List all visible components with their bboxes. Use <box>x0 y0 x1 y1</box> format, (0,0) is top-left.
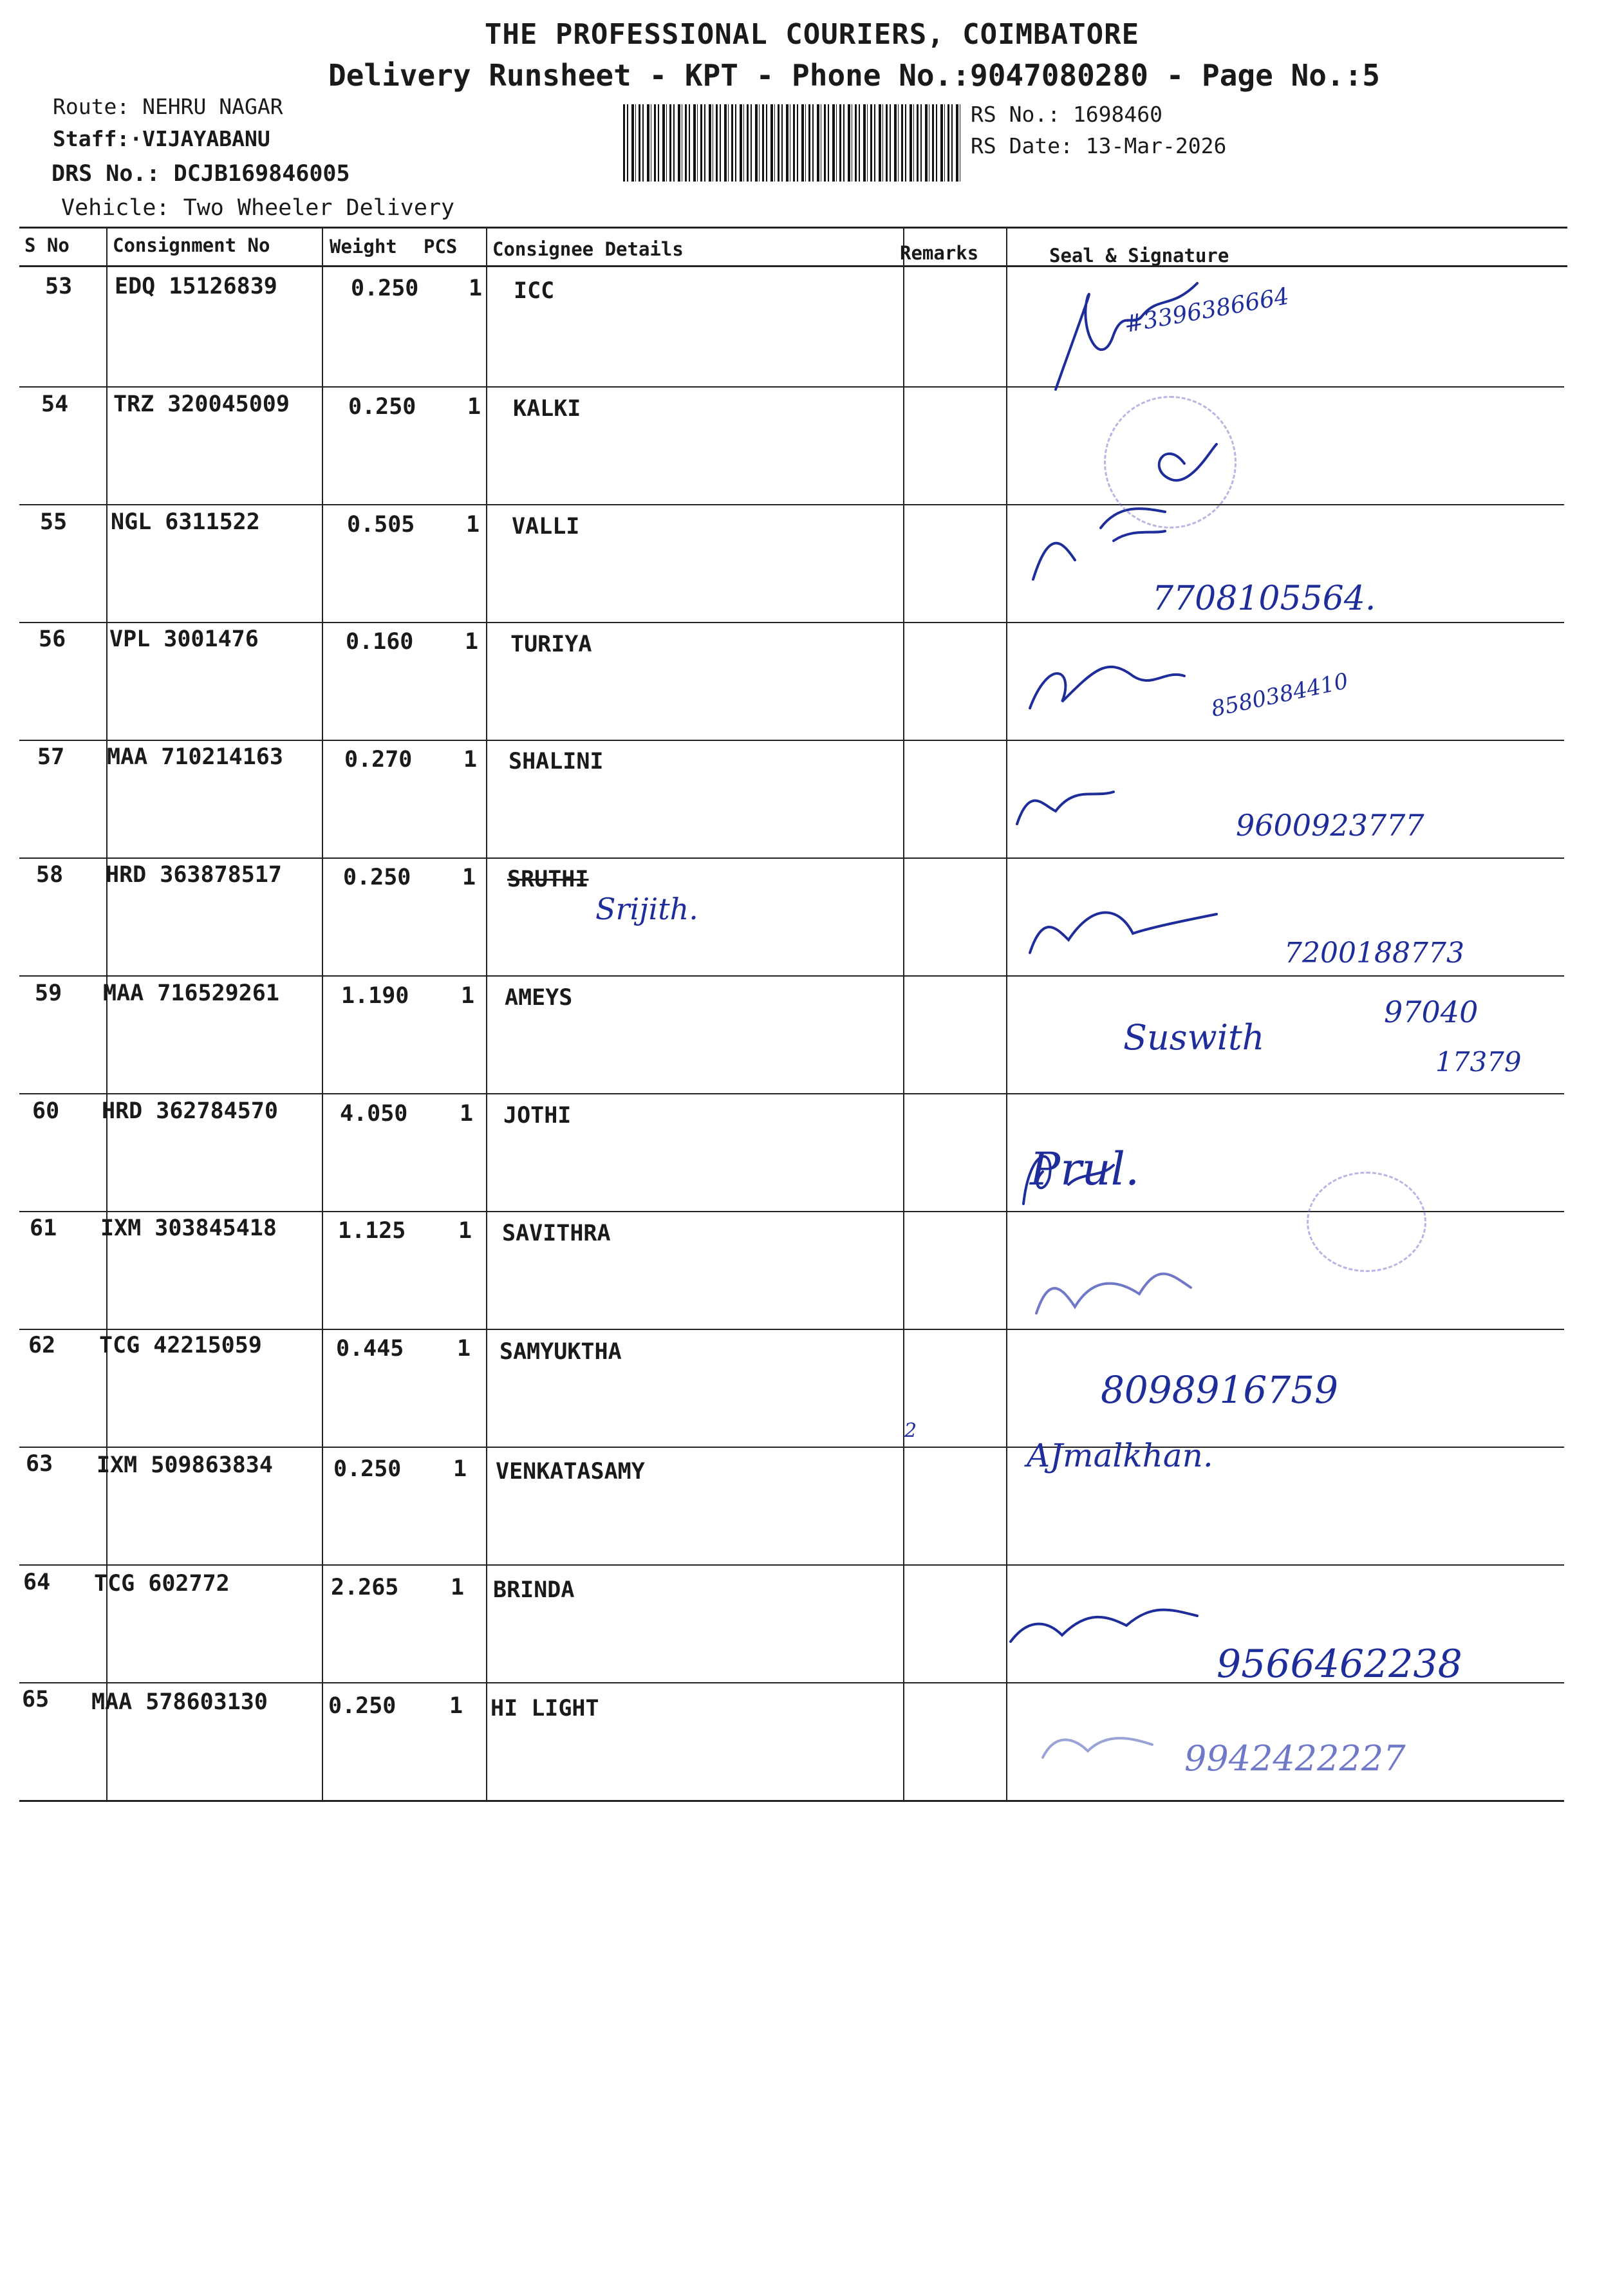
row-pcs: 1 <box>465 629 479 655</box>
route-label: Route: NEHRU NAGAR <box>53 94 283 119</box>
r59-phone-b: 17379 <box>1435 1046 1522 1078</box>
row-consignee: TURIYA <box>510 632 592 657</box>
stamp-icon <box>1307 1172 1426 1272</box>
row-weight: 0.250 <box>351 276 419 301</box>
r64-phone: 9566462238 <box>1217 1642 1462 1687</box>
row-consignee: SRUTHI <box>507 867 589 892</box>
row-consignee: SAVITHRA <box>502 1221 611 1246</box>
row-consignment: MAA 578603130 <box>91 1689 268 1715</box>
row-pcs: 1 <box>460 1101 474 1127</box>
row-weight: 0.505 <box>347 512 415 538</box>
r53-phone: #3396386664 <box>1122 283 1291 339</box>
row-consignment: MAA 710214163 <box>107 744 283 770</box>
r60-name: Prul. <box>1030 1143 1140 1195</box>
row-consignee: SHALINI <box>509 749 604 774</box>
r56-phone: 8580384410 <box>1209 668 1351 723</box>
row-sno: 64 <box>23 1570 51 1595</box>
col-header-consignment: Consignment No <box>113 234 270 256</box>
row-weight: 1.190 <box>341 983 409 1009</box>
row-pcs: 1 <box>462 865 476 890</box>
row-sno: 57 <box>37 744 65 770</box>
row-weight: 0.250 <box>348 394 416 420</box>
row-consignment: EDQ 15126839 <box>115 274 277 299</box>
row-sno: 59 <box>35 980 62 1006</box>
col-header-weight: Weight <box>330 236 397 258</box>
row-sno: 55 <box>40 509 68 535</box>
row-consignment: HRD 363878517 <box>106 862 282 888</box>
row-pcs: 1 <box>449 1693 463 1719</box>
stamp-icon <box>1104 396 1237 529</box>
row-weight: 2.265 <box>331 1575 399 1600</box>
row-consignee: KALKI <box>513 396 581 422</box>
vehicle-label: Vehicle: Two Wheeler Delivery <box>61 195 455 221</box>
row-weight: 4.050 <box>340 1101 408 1127</box>
row-sno: 54 <box>41 391 69 417</box>
company-title: THE PROFESSIONAL COURIERS, COIMBATORE <box>484 18 1140 51</box>
row-sno: 56 <box>39 626 66 652</box>
runsheet-title: Delivery Runsheet - KPT - Phone No.:9047080280 - Page No.:5 <box>328 58 1380 93</box>
row-consignee: JOTHI <box>503 1103 572 1129</box>
staff-label: Staff:·VIJAYABANU <box>53 126 270 151</box>
r58-phone: 7200188773 <box>1284 937 1464 970</box>
row-pcs: 1 <box>461 983 475 1009</box>
barcode-icon <box>623 104 963 182</box>
row-consignee: ICC <box>514 278 555 304</box>
r65-phone: 9942422227 <box>1184 1738 1406 1779</box>
row-consignment: IXM 303845418 <box>100 1215 277 1241</box>
row-sno: 63 <box>26 1451 53 1477</box>
row-pcs: 1 <box>466 512 480 538</box>
row-sno: 61 <box>30 1215 57 1241</box>
row-weight: 0.250 <box>343 865 411 890</box>
row-consignment: TCG 42215059 <box>99 1333 262 1358</box>
r59-name: Suswith <box>1123 1017 1265 1058</box>
rs-date: RS Date: 13-Mar-2026 <box>971 133 1227 158</box>
row-sno: 60 <box>32 1098 60 1124</box>
row-consignee: BRINDA <box>493 1577 575 1603</box>
row-weight: 1.125 <box>338 1218 406 1244</box>
drs-number: DRS No.: DCJB169846005 <box>51 161 350 187</box>
r63-name: AJmalkhan. <box>1027 1437 1213 1474</box>
row-consignee: HI LIGHT <box>490 1696 599 1721</box>
row-weight: 0.160 <box>346 629 414 655</box>
row-consignment: HRD 362784570 <box>102 1098 278 1124</box>
r59-phone-a: 97040 <box>1384 995 1479 1029</box>
col-header-remarks: Remarks <box>900 242 979 264</box>
r62-phone: 8098916759 <box>1101 1368 1339 1412</box>
row-weight: 0.445 <box>336 1336 404 1362</box>
row-pcs: 1 <box>469 276 483 301</box>
row-consignment: NGL 6311522 <box>111 509 260 535</box>
row-weight: 0.250 <box>333 1456 402 1482</box>
col-header-consignee: Consignee Details <box>492 238 684 260</box>
row-pcs: 1 <box>451 1575 465 1600</box>
col-header-sno: S No <box>24 234 70 256</box>
row-pcs: 1 <box>453 1456 467 1482</box>
r58-name-correction: Srijith. <box>595 892 698 926</box>
row-weight: 0.270 <box>344 747 413 773</box>
row-consignee: VALLI <box>512 514 580 539</box>
row-consignee: VENKATASAMY <box>496 1459 645 1485</box>
row-consignment: MAA 716529261 <box>103 980 279 1006</box>
row-weight: 0.250 <box>328 1693 397 1719</box>
signature-icon <box>1004 258 1622 1822</box>
col-header-pcs: PCS <box>424 236 458 258</box>
r62-63-remark: 2 <box>904 1420 917 1442</box>
row-pcs: 1 <box>457 1336 471 1362</box>
row-pcs: 1 <box>458 1218 472 1244</box>
row-consignment: VPL 3001476 <box>109 626 259 652</box>
row-sno: 62 <box>28 1333 56 1358</box>
row-pcs: 1 <box>467 394 481 420</box>
row-sno: 58 <box>36 862 64 888</box>
row-sno: 53 <box>45 274 73 299</box>
row-consignment: IXM 509863834 <box>97 1452 273 1478</box>
r55-phone: 7708105564. <box>1152 579 1376 618</box>
r57-phone: 9600923777 <box>1236 808 1424 843</box>
row-sno: 65 <box>22 1687 50 1712</box>
col-header-seal-signature: Seal & Signature <box>1049 245 1229 267</box>
row-consignment: TCG 602772 <box>94 1571 230 1597</box>
row-pcs: 1 <box>463 747 478 773</box>
row-consignment: TRZ 320045009 <box>113 391 290 417</box>
row-consignee: SAMYUKTHA <box>499 1339 622 1365</box>
rs-number: RS No.: 1698460 <box>971 102 1163 127</box>
row-consignee: AMEYS <box>505 985 573 1011</box>
